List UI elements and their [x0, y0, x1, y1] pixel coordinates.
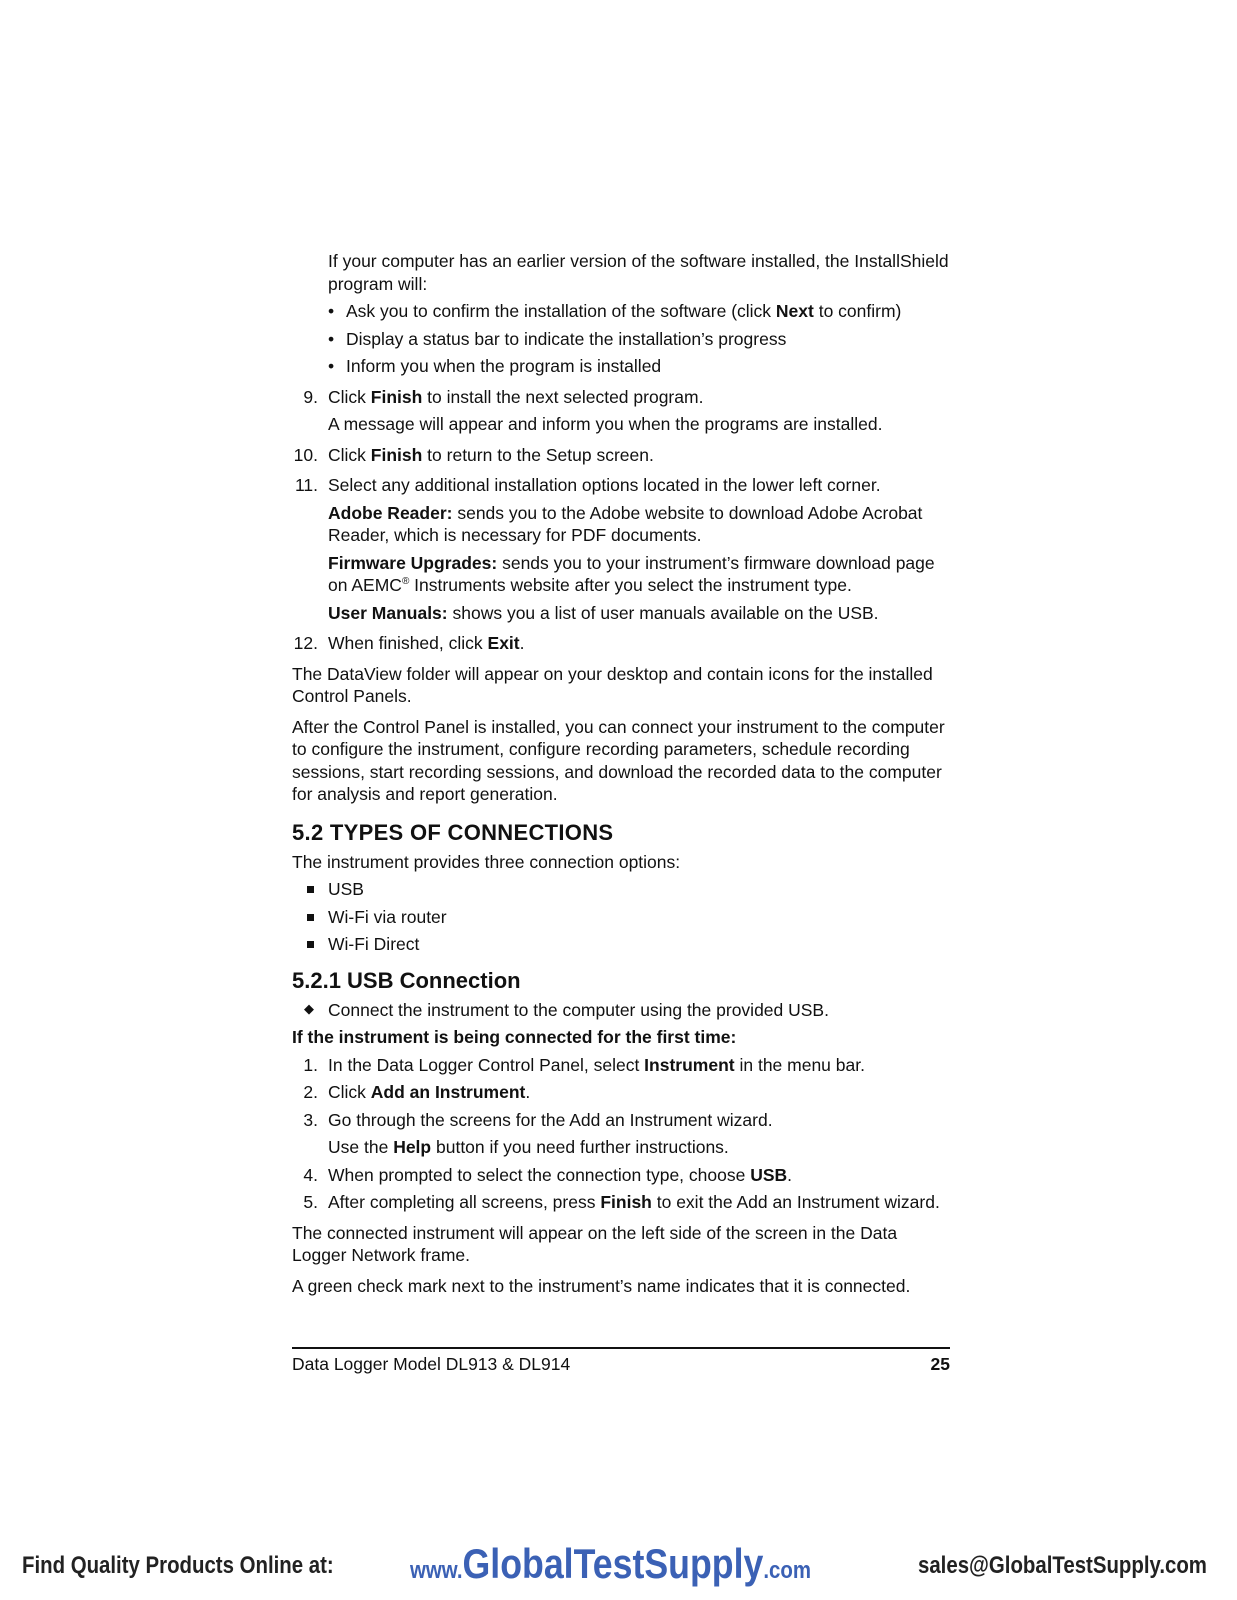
diamond-bullet-icon: ◆	[304, 1000, 314, 1016]
list-item: ◆ Connect the instrument to the computer using the provided USB.	[304, 999, 829, 1020]
banner-tagline: Find Quality Products Online at:	[22, 1552, 334, 1579]
square-bullet-icon	[307, 886, 314, 893]
section-heading: 5.2 TYPES OF CONNECTIONS	[292, 819, 614, 845]
list-item: • Inform you when the program is installed	[328, 356, 662, 376]
list-item: Wi-Fi via router	[292, 906, 950, 929]
list-item: Wi-Fi Direct	[292, 933, 950, 956]
step-12: 12. When finished, click Exit.	[293, 633, 525, 653]
page-content	[292, 250, 950, 1297]
step-9: 9. Click Finish to install the next selected program.	[303, 386, 704, 407]
footer-model: Data Logger Model DL913 & DL914	[292, 1354, 571, 1374]
usb-step-5: 5. After completing all screens, press Finish to exit the Add an Instrument wizard.	[303, 1192, 940, 1212]
dataview-paragraph: The DataView folder will appear on your desktop and contain icons for the installed Control Panels.	[292, 663, 933, 706]
usb-step-1: 1. In the Data Logger Control Panel, select Instrument in the menu bar.	[303, 1054, 865, 1075]
usb-step-4: 4. When prompted to select the connection type, choose USB.	[303, 1164, 793, 1185]
square-bullet-icon	[307, 941, 314, 948]
subsection-heading: 5.2.1 USB Connection	[292, 967, 521, 993]
list-item: • Display a status bar to indicate the installation’s progress	[328, 328, 787, 349]
intro-paragraph: If your computer has an earlier version of the software installed, the InstallShield program will:	[328, 251, 949, 294]
promo-banner	[0, 1540, 1237, 1590]
option-firmware-upgrades: Firmware Upgrades: sends you to your instrument’s firmware download page on AEMC® Instruments website after you select the instrument type.	[328, 552, 935, 595]
step-10: 10. Click Finish to return to the Setup screen.	[293, 444, 654, 465]
option-adobe-reader: Adobe Reader: sends you to the Adobe website to download Adobe Acrobat Reader, which is necessary for PDF documents.	[328, 502, 923, 545]
connections-intro: The instrument provides three connection options:	[292, 851, 681, 872]
option-user-manuals: User Manuals: shows you a list of user manuals available on the USB.	[328, 602, 879, 623]
page-number: 25	[930, 1354, 950, 1374]
list-item: • Ask you to confirm the installation of the software (click Next to confirm)	[328, 301, 902, 321]
banner-email-link[interactable]: sales@GlobalTestSupply.com	[918, 1552, 1207, 1579]
usb-step-2: 2. Click Add an Instrument.	[303, 1082, 531, 1102]
first-time-heading: If the instrument is being connected for the first time:	[292, 1027, 737, 1047]
square-bullet-icon	[307, 914, 314, 921]
usb-step-3: 3. Go through the screens for the Add an Instrument wizard.	[303, 1109, 773, 1130]
control-panel-paragraph: After the Control Panel is installed, you can connect your instrument to the computer to configure the instrument, configure recording parameters, schedule recording sessions, start recording sessions, and download the recorded data to the computer for analysis and report generation.	[292, 716, 945, 804]
step-9-note: A message will appear and inform you when the programs are installed.	[328, 414, 883, 434]
step-11: 11. Select any additional installation options located in the lower left corner.	[294, 475, 881, 495]
banner-website-link[interactable]: www.GlobalTestSupply.com	[410, 1540, 811, 1587]
list-item: USB	[292, 878, 950, 901]
help-note: Use the Help button if you need further instructions.	[328, 1137, 729, 1157]
check-mark-paragraph: A green check mark next to the instrument’s name indicates that it is connected.	[292, 1275, 911, 1296]
page-footer	[292, 1347, 950, 1375]
connected-paragraph: The connected instrument will appear on the left side of the screen in the Data Logger Network frame.	[292, 1222, 898, 1265]
